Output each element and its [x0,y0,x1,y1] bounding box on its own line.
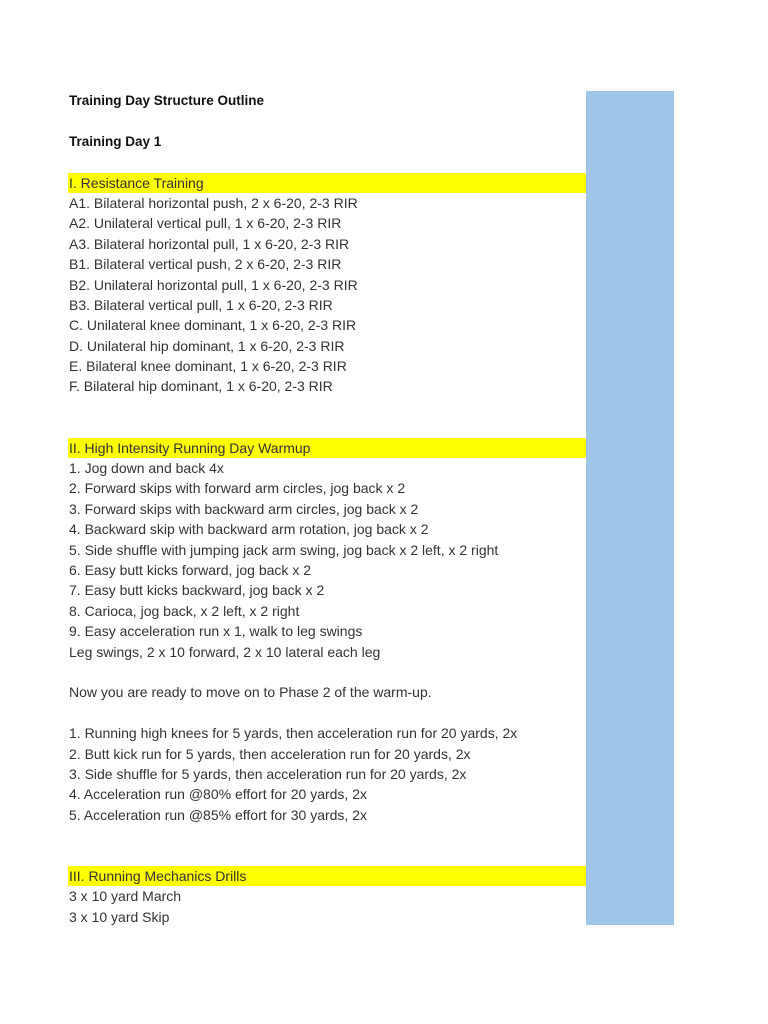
list-item: 1. Running high knees for 5 yards, then acceleration run for 20 yards, 2x [69,725,518,742]
blank-row [68,662,586,682]
blank-row [68,703,586,723]
list-item: 4. Backward skip with backward arm rotation, jog back x 2 [69,521,429,538]
document-sheet [68,91,586,927]
list-item: 5. Side shuffle with jumping jack arm swing, jog back x 2 left, x 2 right [69,541,499,558]
document-title: Training Day Structure Outline [69,93,265,108]
list-item: 2. Forward skips with forward arm circles, jog back x 2 [69,480,406,497]
list-item: A1. Bilateral horizontal push, 2 x 6-20, 2-3 RIR [69,194,358,211]
list-item: 3. Forward skips with backward arm circles, jog back x 2 [69,500,419,517]
list-item: B1. Bilateral vertical push, 2 x 6-20, 2-3 RIR [69,256,342,273]
list-item: 3 x 10 yard Skip [69,908,170,925]
list-item: 5. Acceleration run @85% effort for 30 yards, 2x [69,806,367,823]
phase-note: Now you are ready to move on to Phase 2 of the warm-up. [69,684,432,701]
list-item: A2. Unilateral vertical pull, 1 x 6-20, 2-3 RIR [69,215,342,232]
section-heading-warmup: II. High Intensity Running Day Warmup [68,438,586,458]
blank-row [68,825,586,845]
list-item: 2. Butt kick run for 5 yards, then acceleration run for 20 yards, 2x [69,745,471,762]
list-item: 8. Carioca, jog back, x 2 left, x 2 right [69,602,300,619]
list-item: 1. Jog down and back 4x [69,460,224,477]
list-item: C. Unilateral knee dominant, 1 x 6-20, 2-3 RIR [69,317,357,334]
list-item: B3. Bilateral vertical pull, 1 x 6-20, 2-3 RIR [69,296,333,313]
list-item: A3. Bilateral horizontal pull, 1 x 6-20, 2-3 RIR [69,235,350,252]
blank-row [68,417,586,437]
section-heading-resistance: I. Resistance Training [68,173,586,193]
list-item: D. Unilateral hip dominant, 1 x 6-20, 2-3 RIR [69,337,345,354]
list-item: F. Bilateral hip dominant, 1 x 6-20, 2-3 RIR [69,378,333,395]
blank-row [68,111,586,131]
day-title: Training Day 1 [69,133,162,149]
blue-side-column [586,91,674,925]
blank-row [68,845,586,865]
list-item: B2. Unilateral horizontal pull, 1 x 6-20, 2-3 RIR [69,276,358,293]
blank-row [68,397,586,417]
section-heading-mechanics: III. Running Mechanics Drills [68,866,586,886]
list-item: 3 x 10 yard March [69,888,182,905]
blank-row [68,152,586,172]
list-item: 4. Acceleration run @80% effort for 20 yards, 2x [69,786,367,803]
list-item: 7. Easy butt kicks backward, jog back x 2 [69,582,325,599]
list-item: 3. Side shuffle for 5 yards, then acceleration run for 20 yards, 2x [69,765,467,782]
list-item: 6. Easy butt kicks forward, jog back x 2 [69,561,311,578]
list-item: Leg swings, 2 x 10 forward, 2 x 10 lateral each leg [69,643,381,660]
list-item: 9. Easy acceleration run x 1, walk to leg swings [69,623,363,640]
list-item: E. Bilateral knee dominant, 1 x 6-20, 2-3 RIR [69,358,347,375]
